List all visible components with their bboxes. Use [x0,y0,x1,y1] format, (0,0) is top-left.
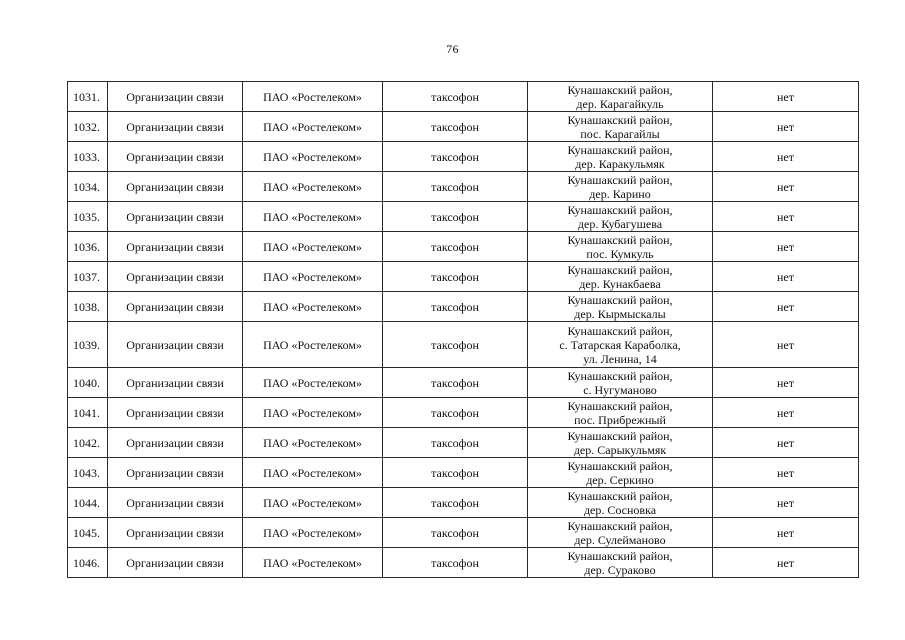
address-line: с. Татарская Караболка, [559,337,681,352]
row-operator: ПАО «Ростелеком» [243,292,383,322]
row-address [528,202,713,232]
address-line: с. Нугуманово [583,382,657,397]
address-line: пос. Прибрежный [574,412,666,427]
address-line: Кунашакский район, [567,488,673,503]
address-line: дер. Сулейманово [574,532,666,547]
row-status: нет [713,262,859,292]
address-line: Кунашакский район, [567,518,673,533]
row-address [528,548,713,578]
row-number: 1043. [68,458,108,488]
table-row [68,82,859,112]
address-line: дер. Каракульмяк [575,156,665,171]
row-category: Организации связи [108,142,243,172]
row-status: нет [713,322,859,368]
address-line: Кунашакский район, [567,398,673,413]
row-status: нет [713,488,859,518]
address-line: Кунашакский район, [567,428,673,443]
address-line: Кунашакский район, [567,323,673,338]
row-address [528,428,713,458]
row-operator: ПАО «Ростелеком» [243,322,383,368]
row-operator: ПАО «Ростелеком» [243,428,383,458]
row-address [528,322,713,368]
payphone-table [67,81,859,578]
row-category: Организации связи [108,232,243,262]
address-line: дер. Сураково [584,562,656,577]
row-category: Организации связи [108,322,243,368]
row-number: 1040. [68,368,108,398]
row-status: нет [713,142,859,172]
page-number: 76 [446,42,459,56]
address-line: пос. Карагайлы [580,126,660,141]
row-category: Организации связи [108,202,243,232]
row-number: 1036. [68,232,108,262]
table-row [68,262,859,292]
row-object-type: таксофон [383,548,528,578]
row-address [528,112,713,142]
address-line: Кунашакский район, [567,202,673,217]
row-status: нет [713,202,859,232]
table-row [68,142,859,172]
row-operator: ПАО «Ростелеком» [243,142,383,172]
table-row [68,548,859,578]
row-operator: ПАО «Ростелеком» [243,82,383,112]
table-body [68,82,859,578]
table-row [68,172,859,202]
table-row [68,322,859,368]
row-operator: ПАО «Ростелеком» [243,548,383,578]
row-object-type: таксофон [383,202,528,232]
row-number: 1037. [68,262,108,292]
row-object-type: таксофон [383,458,528,488]
row-object-type: таксофон [383,262,528,292]
row-address [528,368,713,398]
row-category: Организации связи [108,292,243,322]
row-number: 1032. [68,112,108,142]
row-object-type: таксофон [383,142,528,172]
row-number: 1044. [68,488,108,518]
table-row [68,428,859,458]
row-object-type: таксофон [383,368,528,398]
row-category: Организации связи [108,458,243,488]
address-line: Кунашакский район, [567,262,673,277]
row-status: нет [713,428,859,458]
address-line: Кунашакский район, [567,292,673,307]
row-object-type: таксофон [383,112,528,142]
row-address [528,142,713,172]
row-address [528,488,713,518]
row-object-type: таксофон [383,172,528,202]
row-category: Организации связи [108,82,243,112]
row-address [528,262,713,292]
row-operator: ПАО «Ростелеком» [243,398,383,428]
address-line: дер. Карино [589,186,651,201]
row-number: 1046. [68,548,108,578]
row-object-type: таксофон [383,232,528,262]
row-operator: ПАО «Ростелеком» [243,458,383,488]
row-operator: ПАО «Ростелеком» [243,262,383,292]
address-line: Кунашакский район, [567,172,673,187]
row-status: нет [713,292,859,322]
address-line: дер. Карагайкуль [576,96,664,111]
address-line: Кунашакский район, [567,232,673,247]
row-object-type: таксофон [383,322,528,368]
row-address [528,292,713,322]
row-address [528,398,713,428]
row-address [528,82,713,112]
row-address [528,232,713,262]
table-row [68,518,859,548]
table-row [68,112,859,142]
row-number: 1033. [68,142,108,172]
row-status: нет [713,458,859,488]
row-operator: ПАО «Ростелеком» [243,232,383,262]
row-number: 1038. [68,292,108,322]
table-row [68,368,859,398]
row-operator: ПАО «Ростелеком» [243,202,383,232]
row-number: 1042. [68,428,108,458]
row-address [528,518,713,548]
row-status: нет [713,82,859,112]
row-object-type: таксофон [383,292,528,322]
row-object-type: таксофон [383,428,528,458]
table-row [68,202,859,232]
row-status: нет [713,518,859,548]
row-object-type: таксофон [383,398,528,428]
address-line: Кунашакский район, [567,112,673,127]
row-category: Организации связи [108,548,243,578]
address-line: дер. Кырмыскалы [574,306,666,321]
table-row [68,458,859,488]
row-number: 1034. [68,172,108,202]
address-line: ул. Ленина, 14 [583,351,657,366]
row-category: Организации связи [108,172,243,202]
row-status: нет [713,112,859,142]
row-address [528,458,713,488]
row-operator: ПАО «Ростелеком» [243,518,383,548]
row-category: Организации связи [108,398,243,428]
address-line: Кунашакский район, [567,82,673,97]
row-operator: ПАО «Ростелеком» [243,172,383,202]
row-status: нет [713,172,859,202]
row-number: 1039. [68,322,108,368]
row-status: нет [713,232,859,262]
row-object-type: таксофон [383,488,528,518]
row-category: Организации связи [108,428,243,458]
row-category: Организации связи [108,262,243,292]
row-address [528,172,713,202]
address-line: Кунашакский район, [567,458,673,473]
address-line: Кунашакский район, [567,368,673,383]
table-row [68,398,859,428]
row-number: 1035. [68,202,108,232]
address-line: пос. Кумкуль [586,246,654,261]
address-line: Кунашакский район, [567,548,673,563]
row-status: нет [713,368,859,398]
address-line: дер. Кунакбаева [579,276,661,291]
row-category: Организации связи [108,112,243,142]
row-category: Организации связи [108,368,243,398]
row-object-type: таксофон [383,82,528,112]
table-row [68,292,859,322]
row-number: 1031. [68,82,108,112]
row-category: Организации связи [108,518,243,548]
address-line: дер. Сосновка [583,502,657,517]
row-operator: ПАО «Ростелеком» [243,112,383,142]
row-operator: ПАО «Ростелеком» [243,368,383,398]
address-line: Кунашакский район, [567,142,673,157]
address-line: дер. Кубагушева [577,216,663,231]
row-status: нет [713,398,859,428]
row-number: 1041. [68,398,108,428]
address-line: дер. Сарыкульмяк [573,442,667,457]
table-row [68,232,859,262]
address-line: дер. Серкино [586,472,654,487]
row-object-type: таксофон [383,518,528,548]
row-operator: ПАО «Ростелеком» [243,488,383,518]
row-status: нет [713,548,859,578]
row-category: Организации связи [108,488,243,518]
table-row [68,488,859,518]
row-number: 1045. [68,518,108,548]
